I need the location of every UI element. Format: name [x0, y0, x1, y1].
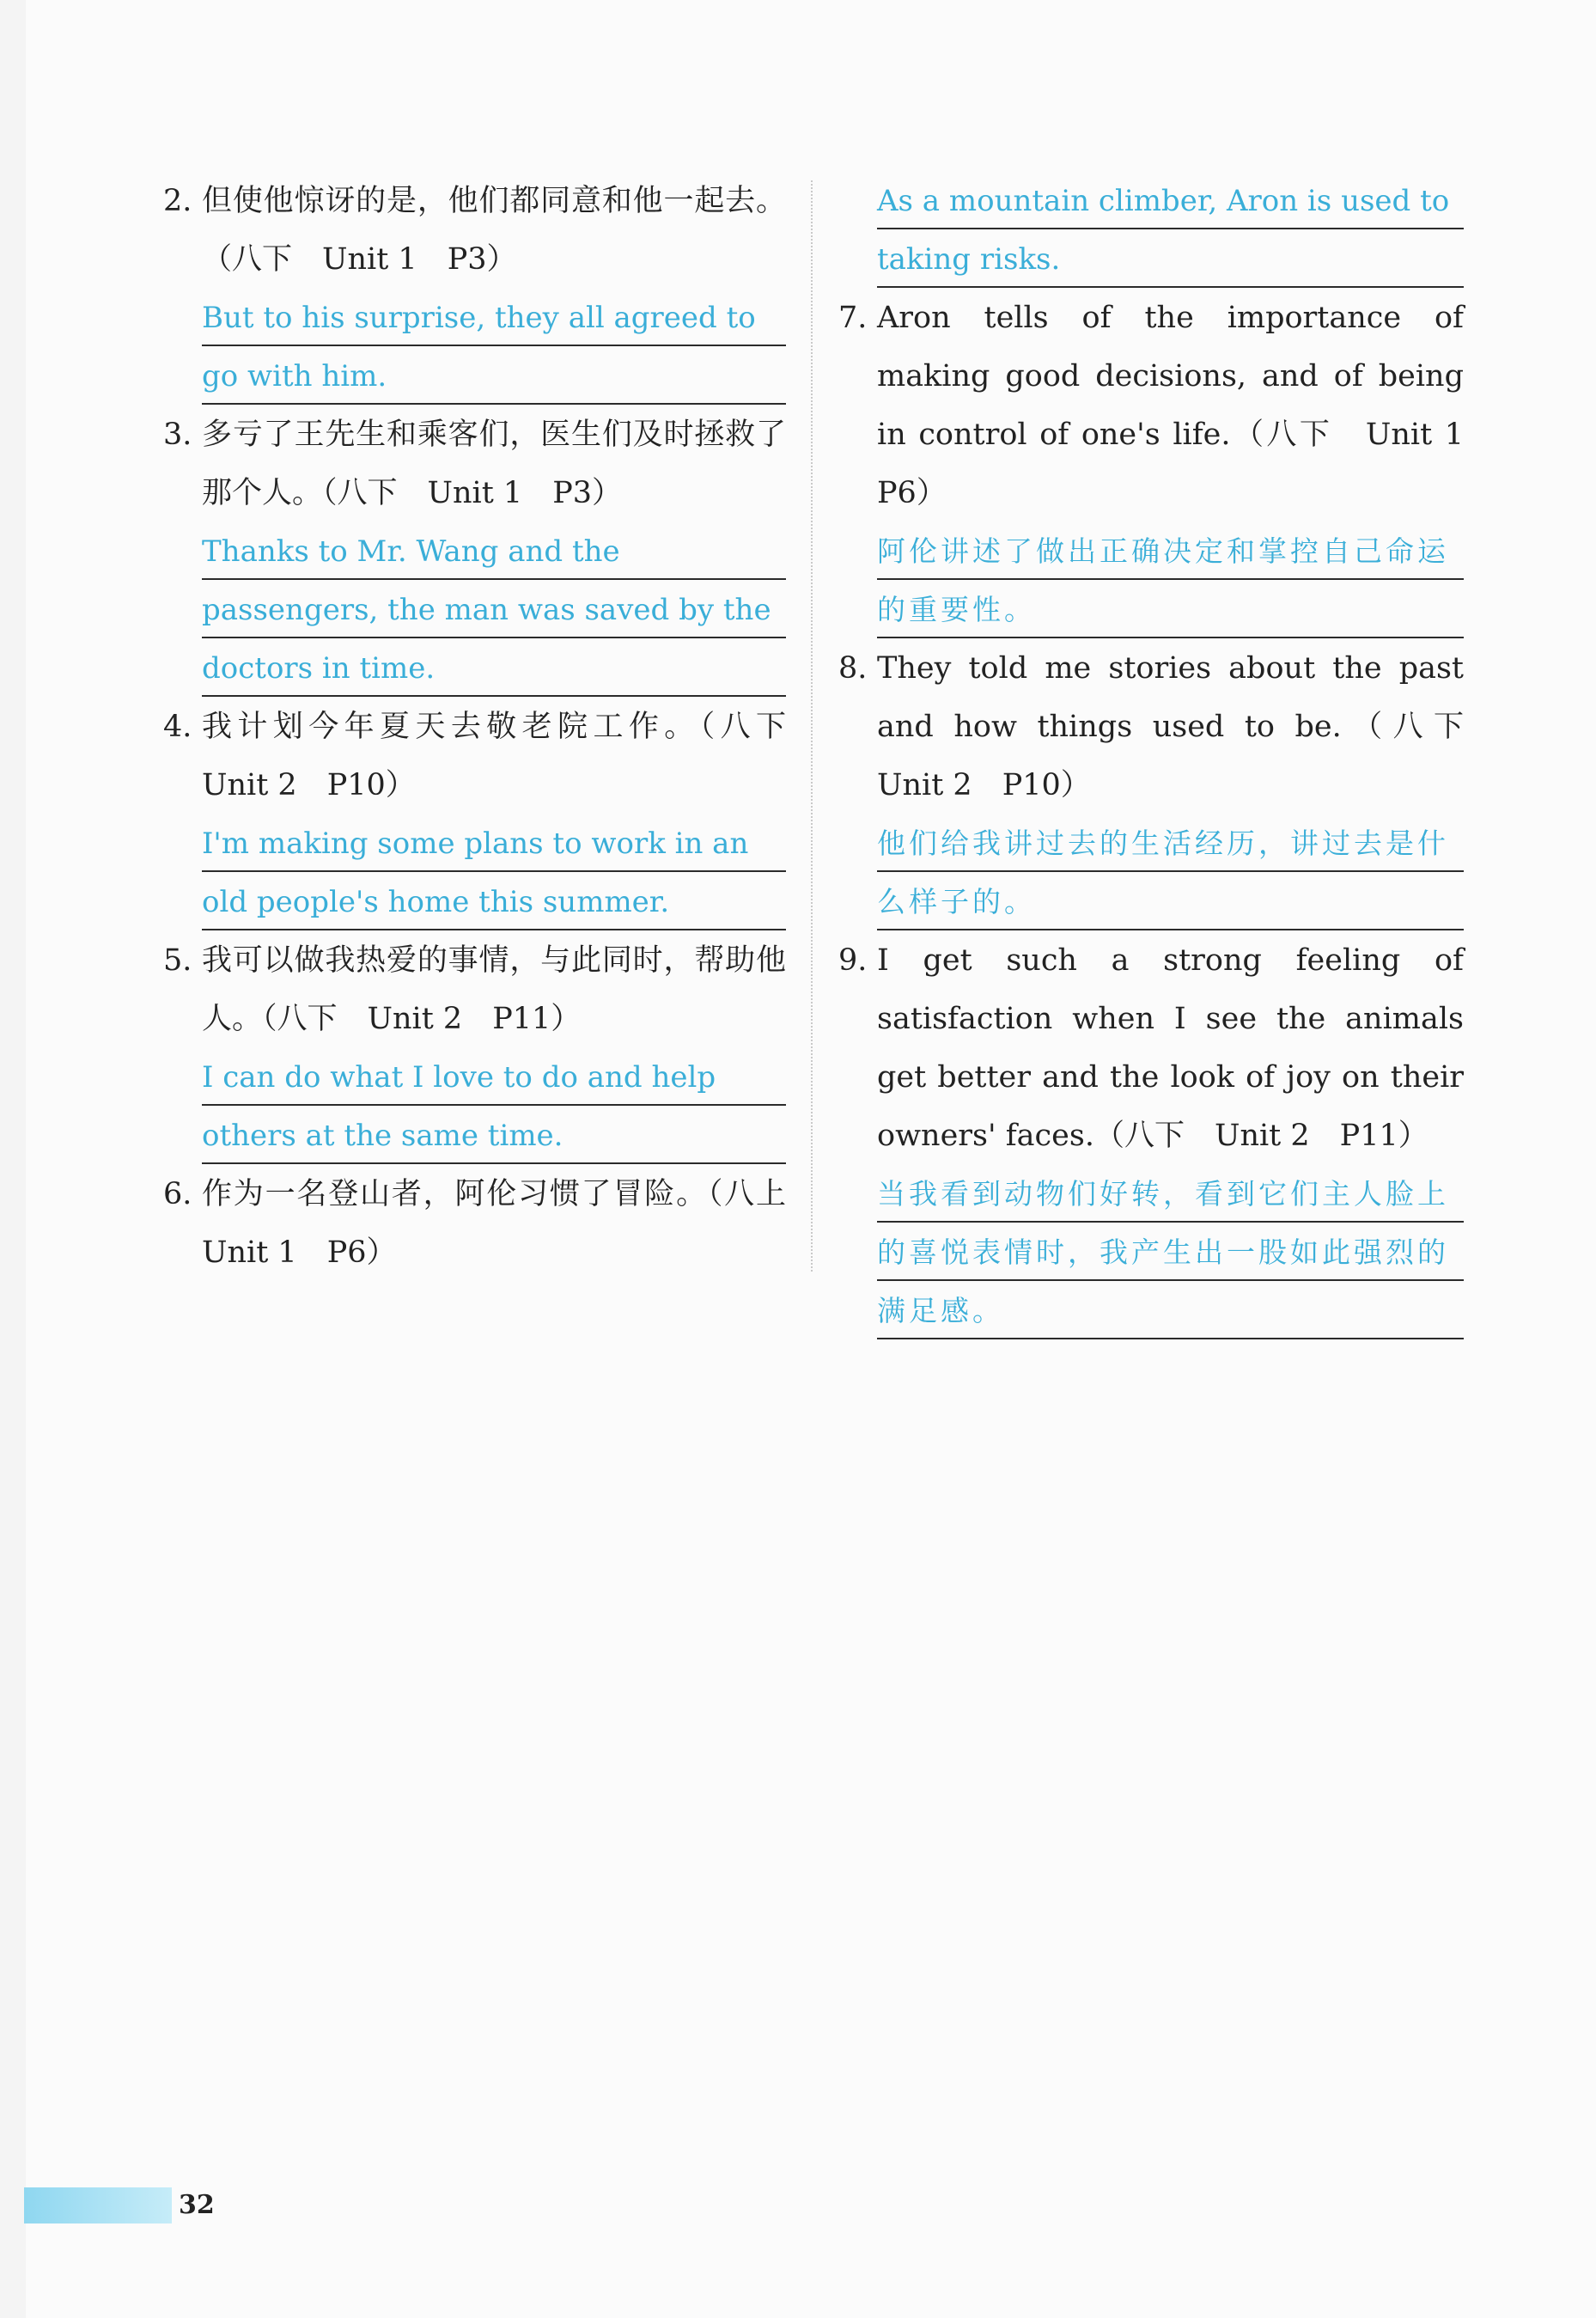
- question-item-2: [163, 172, 786, 406]
- answer-text: 他们给我讲过去的生活经历，讲过去是什么样子的。: [877, 814, 1464, 931]
- answer-text: Thanks to Mr. Wang and the passengers, the man was saved by the doctors in time.: [202, 522, 786, 698]
- question-text: 但使他惊讶的是，他们都同意和他一起去。（八下 Unit 1 P3）: [202, 184, 786, 277]
- question-item-7: [838, 289, 1495, 639]
- question-text: 作为一名登山者，阿伦习惯了冒险。（八上 Unit 1 P6）: [202, 1177, 817, 1270]
- question-number: 2.: [163, 184, 192, 218]
- question-number: 6.: [163, 1177, 192, 1211]
- question-text: I get such a strong feeling of satisfaction when I see the animals get better and the look of joy on their owners' faces.（八下 Unit 2 P11）: [877, 943, 1464, 1153]
- page-edge: [0, 0, 26, 2318]
- question-text: 我可以做我热爱的事情，与此同时，帮助他人。（八下 Unit 2 P11）: [202, 943, 786, 1036]
- question-item-3: [163, 406, 786, 698]
- question-text: They told me stories about the past and how things used to be.（八下 Unit 2 P10）: [877, 651, 1495, 802]
- question-text: Aron tells of the importance of making good decisions, and of being in control of one's life.（八下 Unit 1 P6）: [877, 301, 1495, 510]
- answer-text: I can do what I love to do and help others at the same time.: [202, 1048, 786, 1165]
- question-number: 7.: [838, 301, 868, 335]
- column-divider: [811, 180, 813, 1272]
- page-number: 32: [179, 2190, 215, 2220]
- right-column: [838, 172, 1495, 1340]
- answer-text: 当我看到动物们好转，看到它们主人脸上的喜悦表情时，我产生出一股如此强烈的满足感。: [877, 1165, 1464, 1340]
- question-item-8: [838, 639, 1495, 931]
- answer-text: 阿伦讲述了做出正确决定和掌控自己命运的重要性。: [877, 522, 1464, 639]
- question-item-6-answer: [838, 172, 1464, 289]
- answer-text: As a mountain climber, Aron is used to taking risks.: [877, 172, 1464, 289]
- footer-accent-bar: [24, 2187, 172, 2223]
- question-number: 5.: [163, 943, 192, 978]
- question-item-6: [163, 1165, 817, 1282]
- question-number: 8.: [838, 651, 868, 686]
- question-text: 多亏了王先生和乘客们，医生们及时拯救了那个人。（八下 Unit 1 P3）: [202, 418, 786, 510]
- question-item-4: [163, 698, 817, 931]
- question-item-9: [838, 931, 1464, 1340]
- question-number: 3.: [163, 418, 192, 452]
- question-number: 4.: [163, 710, 192, 744]
- answer-text: But to his surprise, they all agreed to go with him.: [202, 289, 786, 406]
- question-number: 9.: [838, 943, 868, 978]
- answer-text: I'm making some plans to work in an old people's home this summer.: [202, 814, 786, 931]
- question-text: 我计划今年夏天去敬老院工作。（八下 Unit 2 P10）: [202, 710, 817, 802]
- left-column: [163, 172, 817, 1282]
- question-item-5: [163, 931, 786, 1165]
